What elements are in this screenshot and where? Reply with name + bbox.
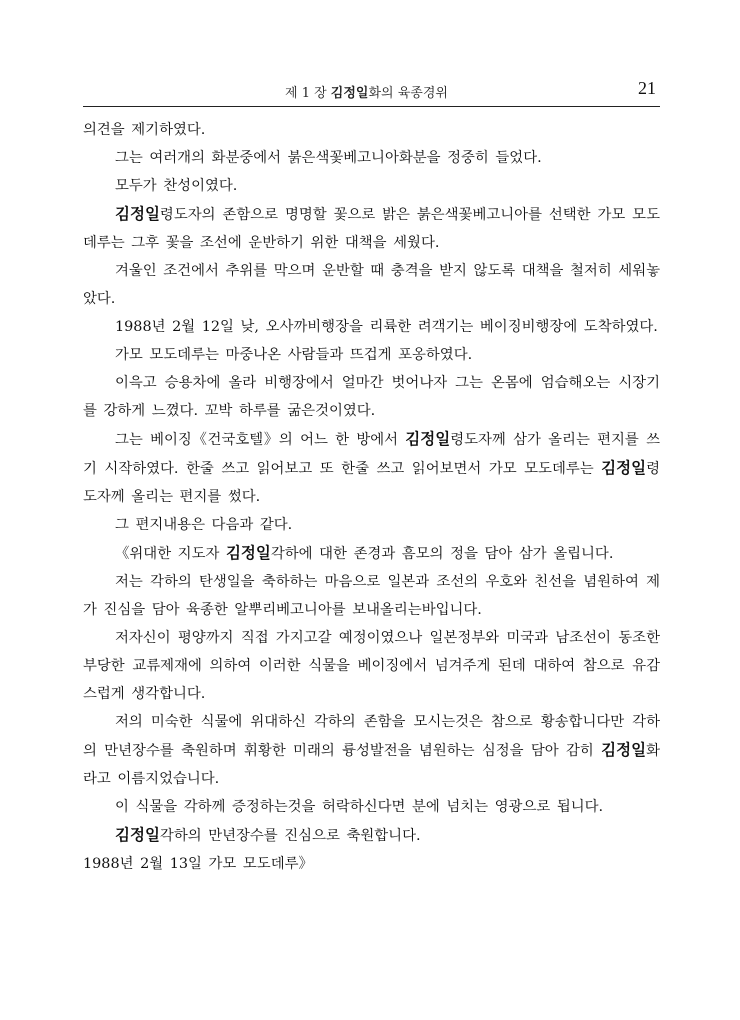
text-run: 그는 베이징《건국호텔》의 어느 한 방에서 <box>115 432 406 448</box>
paragraph-16 <box>83 821 660 850</box>
text-run: 화라고 이름지었습니다. <box>83 743 660 787</box>
name-emphasis: 김정일 <box>601 741 647 759</box>
text-run: 령도자의 존함으로 명명할 꽃으로 밝은 붉은색꽃베고니아를 선택한 가모 모도데루는 그후 꽃을 조선에 운반하기 위한 대책을 세웠다. <box>83 207 660 251</box>
running-header <box>83 80 660 107</box>
text-run: 저의 미숙한 식물에 위대하신 각하의 존함을 모시는것은 참으로 황송합니다만 각하의 만년장수를 축원하며 휘황한 미래의 륭성발전을 념원하는 심정을 담아 감히 <box>83 714 660 759</box>
text-run: 겨울인 조건에서 추위를 막으며 운반할 때 충격을 받지 않도록 대책을 철저히 세워놓았다. <box>83 263 660 307</box>
chapter-title-bold: 김정일 <box>330 86 369 101</box>
chapter-number: 제 1 장 <box>285 86 331 101</box>
paragraph-6 <box>83 313 660 341</box>
name-emphasis: 김정일 <box>115 205 160 223</box>
paragraph-12 <box>83 568 660 624</box>
paragraph-2 <box>83 144 660 172</box>
paragraph-8 <box>83 369 660 425</box>
text-run: 모두가 찬성이였다. <box>115 178 238 194</box>
text-run: 이 식물을 각하께 증정하는것을 허락하신다면 분에 넘치는 영광으로 됩니다. <box>115 799 604 815</box>
text-run: 각하에 대한 존경과 흠모의 정을 담아 삼가 올립니다. <box>270 546 614 562</box>
text-run: 1988년 2월 12일 낮, 오사까비행장을 리륙한 려객기는 베이징비행장에 도착하였다. <box>115 319 658 335</box>
chapter-title <box>285 82 448 101</box>
paragraph-10 <box>83 511 660 539</box>
paragraph-3 <box>83 172 660 200</box>
paragraph-9 <box>83 425 660 511</box>
name-emphasis: 김정일 <box>601 459 647 477</box>
text-run: 저자신이 평양까지 직접 가지고갈 예정이였으나 일본정부와 미국과 남조선이 동조한 부당한 교류제재에 의하여 이러한 식물을 베이징에서 넘겨주게 된데 대하여 참으로 유감스럽게 생각합니다. <box>83 630 660 702</box>
body-text <box>83 116 660 878</box>
name-emphasis: 김정일 <box>115 826 160 844</box>
letter-date-signature <box>83 850 660 878</box>
text-run: 의견을 제기하였다. <box>83 122 206 138</box>
page-number: 21 <box>638 78 656 98</box>
chapter-title-rest: 화의 육종경위 <box>368 86 448 101</box>
paragraph-4 <box>83 200 660 257</box>
text-run: 1988년 2월 13일 가모 모도데루》 <box>83 856 313 872</box>
paragraph-13 <box>83 624 660 708</box>
text-run: 이윽고 승용차에 올라 비행장에서 얼마간 벗어나자 그는 온몸에 엄습해오는 시장기를 강하게 느꼈다. 꼬박 하루를 굶은것이였다. <box>83 375 660 419</box>
text-run: 저는 각하의 탄생일을 축하하는 마음으로 일본과 조선의 우호와 친선을 념원하여 제가 진심을 담아 육종한 알뿌리베고니아를 보내올리는바입니다. <box>83 574 660 618</box>
name-emphasis: 김정일 <box>225 544 271 562</box>
text-run: 가모 모도데루는 마중나온 사람들과 뜨겁게 포옹하였다. <box>115 347 473 363</box>
paragraph-14 <box>83 708 660 793</box>
paragraph-1 <box>83 116 660 144</box>
text-run: 그 편지내용은 다음과 같다. <box>115 517 293 533</box>
paragraph-11 <box>83 539 660 568</box>
text-run: 《위대한 지도자 <box>115 546 226 562</box>
text-run: 각하의 만년장수를 진심으로 축원합니다. <box>159 828 421 844</box>
text-run: 령도자께 올리는 편지를 썼다. <box>83 461 660 505</box>
name-emphasis: 김정일 <box>405 430 451 448</box>
text-run: 령도자께 삼가 올리는 편지를 쓰기 시작하였다. 한줄 쓰고 읽어보고 또 한줄 쓰고 읽어보면서 가모 모도데루는 <box>83 432 660 477</box>
paragraph-5 <box>83 257 660 313</box>
paragraph-7 <box>83 341 660 369</box>
text-run: 그는 여러개의 화분중에서 붉은색꽃베고니아화분을 정중히 들었다. <box>115 150 542 166</box>
paragraph-15 <box>83 793 660 821</box>
